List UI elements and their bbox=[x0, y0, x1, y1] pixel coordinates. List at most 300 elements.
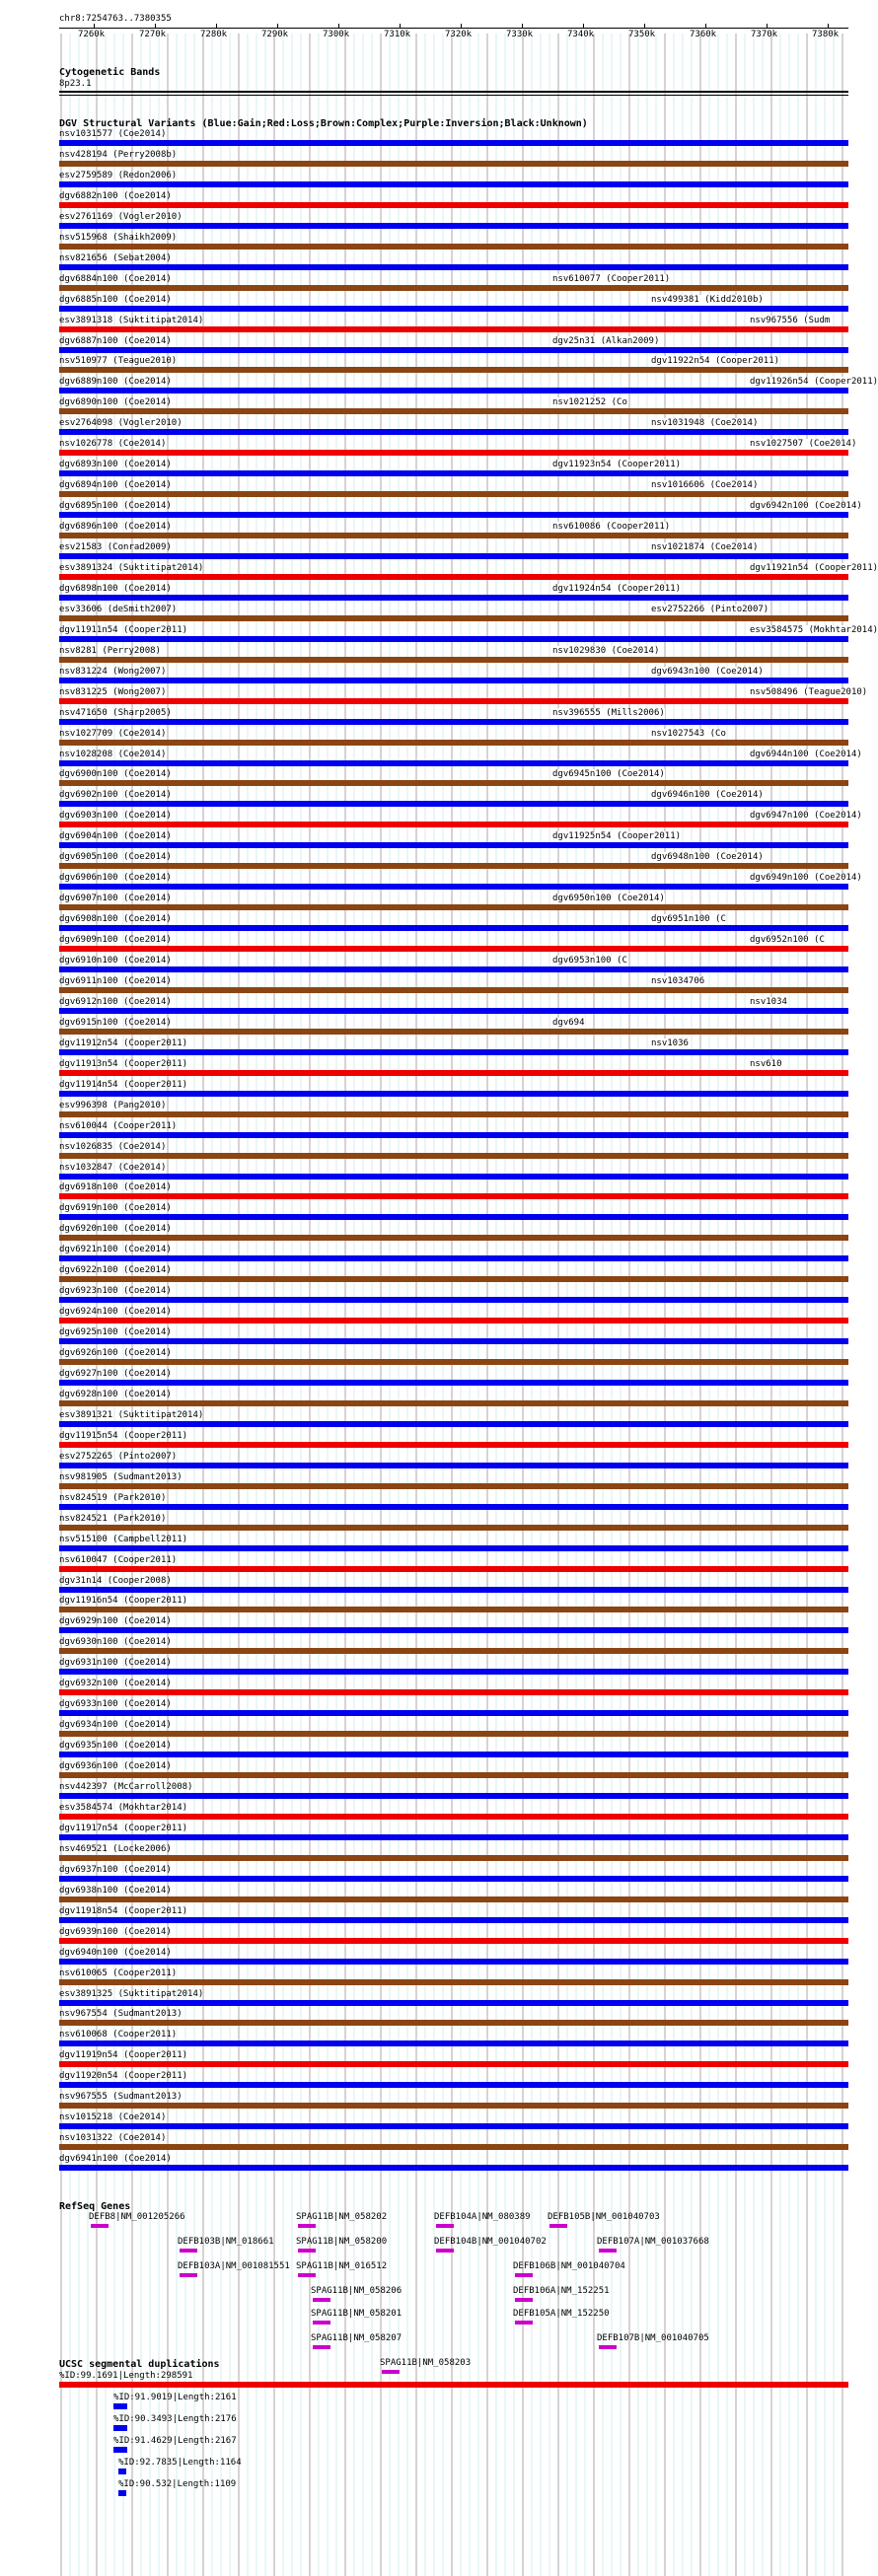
dgv-variant-bar[interactable] bbox=[59, 1959, 848, 1965]
dgv-variant-label[interactable]: dgv6903n100 (Coe2014) bbox=[59, 811, 172, 822]
dgv-variant-label[interactable]: dgv6915n100 (Coe2014) bbox=[59, 1017, 172, 1028]
dgv-variant-label[interactable]: dgv11926n54 (Cooper2011) bbox=[750, 377, 878, 388]
dgv-variant-label[interactable]: dgv6882n100 (Coe2014) bbox=[59, 190, 172, 201]
refseq-gene-label[interactable]: DEFB106B|NM_001040704 bbox=[513, 2261, 625, 2271]
dgv-variant-bar[interactable] bbox=[59, 1049, 848, 1055]
dgv-variant-label[interactable]: dgv6928n100 (Coe2014) bbox=[59, 1389, 172, 1399]
dgv-variant-bar[interactable] bbox=[59, 1153, 848, 1159]
dgv-variant-bar[interactable] bbox=[59, 842, 848, 848]
dgv-variant-label[interactable]: dgv6887n100 (Coe2014) bbox=[59, 335, 172, 346]
dgv-variant-label[interactable]: nsv1026835 (Coe2014) bbox=[59, 1141, 167, 1152]
dgv-variant-label[interactable]: esv3584575 (Mokhtar2014) bbox=[750, 624, 878, 635]
dgv-variant-bar[interactable] bbox=[59, 2040, 848, 2046]
dgv-variant-label[interactable]: dgv6944n100 (Coe2014) bbox=[750, 749, 862, 759]
refseq-gene-glyph[interactable] bbox=[515, 2298, 533, 2302]
segdup-label[interactable]: %ID:91.4629|Length:2167 bbox=[113, 2436, 237, 2446]
dgv-variant-label[interactable]: dgv6941n100 (Coe2014) bbox=[59, 2154, 172, 2165]
dgv-variant-bar[interactable] bbox=[59, 966, 848, 972]
dgv-variant-label[interactable]: dgv6947n100 (Coe2014) bbox=[750, 811, 862, 822]
dgv-variant-label[interactable]: esv2759589 (Redon2006) bbox=[59, 170, 178, 180]
dgv-variant-label[interactable]: dgv6952n100 (C bbox=[750, 935, 825, 946]
dgv-variant-bar[interactable] bbox=[59, 1008, 848, 1014]
dgv-variant-bar[interactable] bbox=[59, 1380, 848, 1386]
dgv-variant-bar[interactable] bbox=[59, 1421, 848, 1427]
refseq-gene-label[interactable]: SPAG11B|NM_016512 bbox=[296, 2261, 388, 2271]
dgv-variant-label[interactable]: dgv11911n54 (Cooper2011) bbox=[59, 624, 188, 635]
dgv-variant-label[interactable]: dgv6905n100 (Coe2014) bbox=[59, 852, 172, 863]
dgv-variant-label[interactable]: dgv6945n100 (Coe2014) bbox=[552, 769, 665, 780]
dgv-variant-bar[interactable] bbox=[59, 1400, 848, 1406]
dgv-variant-bar[interactable] bbox=[59, 553, 848, 559]
refseq-gene-label[interactable]: DEFB104A|NM_080389 bbox=[434, 2212, 531, 2222]
dgv-variant-bar[interactable] bbox=[59, 1917, 848, 1923]
refseq-gene-glyph[interactable] bbox=[180, 2273, 197, 2277]
dgv-variant-label[interactable]: nsv428194 (Perry2008b) bbox=[59, 149, 178, 160]
dgv-variant-bar[interactable] bbox=[59, 429, 848, 435]
dgv-variant-label[interactable]: nsv1016606 (Coe2014) bbox=[651, 480, 759, 491]
dgv-variant-bar[interactable] bbox=[59, 1855, 848, 1861]
dgv-variant-label[interactable]: nsv8281 (Perry2008) bbox=[59, 645, 161, 656]
dgv-variant-label[interactable]: dgv11918n54 (Cooper2011) bbox=[59, 1905, 188, 1916]
dgv-variant-bar[interactable] bbox=[59, 1504, 848, 1510]
dgv-variant-bar[interactable] bbox=[59, 1193, 848, 1199]
dgv-variant-label[interactable]: nsv824519 (Park2010) bbox=[59, 1492, 167, 1503]
dgv-variant-label[interactable]: nsv1031322 (Coe2014) bbox=[59, 2133, 167, 2144]
dgv-variant-label[interactable]: dgv6937n100 (Coe2014) bbox=[59, 1864, 172, 1875]
dgv-variant-label[interactable]: nsv1027543 (Co bbox=[651, 728, 726, 739]
dgv-variant-bar[interactable] bbox=[59, 450, 848, 456]
dgv-variant-bar[interactable] bbox=[59, 636, 848, 642]
dgv-variant-label[interactable]: dgv6930n100 (Coe2014) bbox=[59, 1637, 172, 1648]
dgv-variant-label[interactable]: dgv11917n54 (Cooper2011) bbox=[59, 1823, 188, 1833]
dgv-variant-bar[interactable] bbox=[59, 533, 848, 538]
refseq-gene-label[interactable]: DEFB8|NM_001205266 bbox=[89, 2212, 185, 2222]
segdup-bar[interactable] bbox=[113, 2447, 127, 2453]
dgv-variant-label[interactable]: dgv6922n100 (Coe2014) bbox=[59, 1265, 172, 1276]
dgv-variant-label[interactable]: nsv967556 (Sudm bbox=[750, 315, 831, 325]
dgv-header: DGV Structural Variants (Blue:Gain;Red:Loss;Brown:Complex;Purple:Inversion;Black:Unknown) bbox=[59, 118, 588, 129]
dgv-variant-label[interactable]: dgv6908n100 (Coe2014) bbox=[59, 914, 172, 925]
dgv-variant-label[interactable]: dgv6942n100 (Coe2014) bbox=[750, 501, 862, 512]
segdup-label[interactable]: %ID:90.532|Length:1109 bbox=[118, 2479, 237, 2489]
dgv-variant-label[interactable]: dgv6898n100 (Coe2014) bbox=[59, 583, 172, 594]
dgv-variant-label[interactable]: esv2764098 (Vogler2010) bbox=[59, 418, 183, 429]
dgv-variant-bar[interactable] bbox=[59, 1979, 848, 1985]
dgv-variant-label[interactable]: nsv610086 (Cooper2011) bbox=[552, 522, 671, 533]
refseq-gene-label[interactable]: DEFB103A|NM_001081551 bbox=[178, 2261, 290, 2271]
refseq-gene-label[interactable]: SPAG11B|NM_058203 bbox=[380, 2358, 472, 2368]
dgv-variant-bar[interactable] bbox=[59, 1648, 848, 1654]
dgv-variant-bar[interactable] bbox=[59, 801, 848, 807]
dgv-variant-bar[interactable] bbox=[59, 698, 848, 704]
dgv-variant-label[interactable]: dgv6893n100 (Coe2014) bbox=[59, 460, 172, 470]
dgv-variant-bar[interactable] bbox=[59, 2020, 848, 2026]
dgv-variant-label[interactable]: nsv967555 (Sudmant2013) bbox=[59, 2092, 183, 2103]
dgv-variant-label[interactable]: dgv6911n100 (Coe2014) bbox=[59, 975, 172, 986]
segdup-bar[interactable] bbox=[113, 2425, 127, 2431]
dgv-variant-label[interactable]: nsv1027709 (Coe2014) bbox=[59, 728, 167, 739]
dgv-variant-label[interactable]: esv3891321 (Suktitipat2014) bbox=[59, 1409, 204, 1420]
dgv-variant-label[interactable]: dgv6931n100 (Coe2014) bbox=[59, 1658, 172, 1669]
dgv-variant-label[interactable]: nsv1034 bbox=[750, 996, 787, 1007]
dgv-variant-label[interactable]: nsv515968 (Shaikh2009) bbox=[59, 232, 178, 243]
ruler-tick bbox=[338, 24, 339, 29]
refseq-gene-label[interactable]: SPAG11B|NM_058202 bbox=[296, 2212, 388, 2222]
refseq-gene-label[interactable]: DEFB104B|NM_001040702 bbox=[434, 2237, 547, 2247]
dgv-variant-label[interactable]: dgv6934n100 (Coe2014) bbox=[59, 1720, 172, 1731]
region-title: chr8:7254763..7380355 bbox=[59, 14, 172, 24]
dgv-variant-label[interactable]: dgv6904n100 (Coe2014) bbox=[59, 831, 172, 842]
dgv-variant-label[interactable]: esv33606 (deSmith2007) bbox=[59, 604, 178, 614]
dgv-variant-bar[interactable] bbox=[59, 1029, 848, 1035]
dgv-variant-label[interactable]: esv2761169 (Vogler2010) bbox=[59, 211, 183, 222]
dgv-variant-bar[interactable] bbox=[59, 1338, 848, 1344]
refseq-gene-glyph[interactable] bbox=[313, 2298, 330, 2302]
dgv-variant-label[interactable]: nsv610 bbox=[750, 1058, 782, 1069]
dgv-variant-bar[interactable] bbox=[59, 1235, 848, 1241]
cyto-band-edge bbox=[59, 95, 848, 96]
dgv-variant-bar[interactable] bbox=[59, 1545, 848, 1551]
refseq-gene-glyph[interactable] bbox=[549, 2224, 567, 2228]
refseq-gene-glyph[interactable] bbox=[298, 2224, 316, 2228]
dgv-variant-label[interactable]: dgv6951n100 (C bbox=[651, 914, 726, 925]
ruler-tick bbox=[583, 24, 584, 29]
dgv-variant-label[interactable]: nsv831224 (Wong2007) bbox=[59, 666, 167, 677]
dgv-variant-label[interactable]: esv3584574 (Mokhtar2014) bbox=[59, 1802, 188, 1813]
dgv-variant-bar[interactable] bbox=[59, 1111, 848, 1117]
dgv-variant-label[interactable]: dgv11919n54 (Cooper2011) bbox=[59, 2050, 188, 2061]
dgv-variant-label[interactable]: dgv11920n54 (Cooper2011) bbox=[59, 2071, 188, 2082]
dgv-variant-label[interactable]: dgv6906n100 (Coe2014) bbox=[59, 873, 172, 884]
dgv-variant-label[interactable]: dgv11916n54 (Cooper2011) bbox=[59, 1596, 188, 1607]
dgv-variant-label[interactable]: dgv6890n100 (Coe2014) bbox=[59, 397, 172, 408]
dgv-variant-label[interactable]: nsv610047 (Cooper2011) bbox=[59, 1554, 178, 1565]
dgv-variant-bar[interactable] bbox=[59, 657, 848, 663]
dgv-variant-label[interactable]: nsv610077 (Cooper2011) bbox=[552, 273, 671, 284]
dgv-variant-bar[interactable] bbox=[59, 2123, 848, 2129]
dgv-variant-label[interactable]: dgv6946n100 (Coe2014) bbox=[651, 790, 764, 801]
dgv-variant-label[interactable]: dgv6884n100 (Coe2014) bbox=[59, 273, 172, 284]
refseq-gene-glyph[interactable] bbox=[436, 2249, 454, 2253]
dgv-variant-label[interactable]: nsv510977 (Teague2010) bbox=[59, 356, 178, 367]
dgv-variant-label[interactable]: dgv6929n100 (Coe2014) bbox=[59, 1616, 172, 1627]
refseq-gene-glyph[interactable] bbox=[298, 2249, 316, 2253]
dgv-variant-label[interactable]: dgv694 bbox=[552, 1017, 585, 1028]
dgv-variant-label[interactable]: nsv469521 (Locke2006) bbox=[59, 1843, 172, 1854]
dgv-variant-bar[interactable] bbox=[59, 719, 848, 725]
dgv-variant-label[interactable]: dgv6925n100 (Coe2014) bbox=[59, 1327, 172, 1338]
dgv-variant-bar[interactable] bbox=[59, 306, 848, 312]
dgv-variant-bar[interactable] bbox=[59, 347, 848, 353]
refseq-gene-glyph[interactable] bbox=[436, 2224, 454, 2228]
dgv-variant-bar[interactable] bbox=[59, 1876, 848, 1882]
dgv-variant-bar[interactable] bbox=[59, 822, 848, 827]
segdup-label[interactable]: %ID:90.3493|Length:2176 bbox=[113, 2414, 237, 2424]
dgv-variant-bar[interactable] bbox=[59, 615, 848, 621]
dgv-variant-bar[interactable] bbox=[59, 1731, 848, 1737]
dgv-variant-bar[interactable] bbox=[59, 1359, 848, 1365]
ruler-label: 7290k bbox=[261, 30, 289, 39]
dgv-variant-bar[interactable] bbox=[59, 1566, 848, 1572]
dgv-variant-label[interactable]: nsv610068 (Cooper2011) bbox=[59, 2030, 178, 2040]
dgv-variant-label[interactable]: dgv6935n100 (Coe2014) bbox=[59, 1741, 172, 1752]
dgv-variant-bar[interactable] bbox=[59, 367, 848, 373]
dgv-variant-label[interactable]: esv3891324 (Suktitipat2014) bbox=[59, 562, 204, 573]
dgv-variant-label[interactable]: dgv6909n100 (Coe2014) bbox=[59, 935, 172, 946]
dgv-variant-bar[interactable] bbox=[59, 780, 848, 786]
dgv-variant-label[interactable]: dgv6949n100 (Coe2014) bbox=[750, 873, 862, 884]
dgv-variant-bar[interactable] bbox=[59, 1091, 848, 1097]
dgv-variant-bar[interactable] bbox=[59, 1607, 848, 1612]
dgv-variant-bar[interactable] bbox=[59, 1525, 848, 1531]
dgv-variant-label[interactable]: dgv6923n100 (Coe2014) bbox=[59, 1286, 172, 1297]
dgv-variant-label[interactable]: nsv610065 (Cooper2011) bbox=[59, 1968, 178, 1978]
dgv-variant-bar[interactable] bbox=[59, 223, 848, 229]
segdup-label[interactable]: %ID:92.7835|Length:1164 bbox=[118, 2458, 242, 2468]
dgv-variant-label[interactable]: esv3891318 (Suktitipat2014) bbox=[59, 315, 204, 325]
dgv-variant-label[interactable]: nsv396555 (Mills2006) bbox=[552, 707, 665, 718]
dgv-variant-bar[interactable] bbox=[59, 863, 848, 869]
dgv-variant-label[interactable]: nsv1031577 (Coe2014) bbox=[59, 129, 167, 139]
dgv-variant-bar[interactable] bbox=[59, 925, 848, 931]
dgv-variant-label[interactable]: nsv471650 (Sharp2005) bbox=[59, 707, 172, 718]
dgv-variant-label[interactable]: dgv6943n100 (Coe2014) bbox=[651, 666, 764, 677]
dgv-variant-label[interactable]: dgv31n14 (Cooper2008) bbox=[59, 1575, 172, 1586]
ruler-tick bbox=[644, 24, 645, 29]
dgv-variant-label[interactable]: dgv11915n54 (Cooper2011) bbox=[59, 1430, 188, 1441]
dgv-variant-label[interactable]: dgv6932n100 (Coe2014) bbox=[59, 1679, 172, 1689]
dgv-variant-bar[interactable] bbox=[59, 244, 848, 250]
dgv-variant-bar[interactable] bbox=[59, 1710, 848, 1716]
dgv-variant-bar[interactable] bbox=[59, 408, 848, 414]
refseq-gene-label[interactable]: SPAG11B|NM_058207 bbox=[311, 2333, 402, 2343]
refseq-gene-label[interactable]: DEFB107A|NM_001037668 bbox=[597, 2237, 709, 2247]
dgv-variant-bar[interactable] bbox=[59, 181, 848, 187]
dgv-variant-label[interactable]: dgv11913n54 (Cooper2011) bbox=[59, 1058, 188, 1069]
dgv-variant-label[interactable]: nsv610044 (Cooper2011) bbox=[59, 1120, 178, 1131]
dgv-variant-label[interactable]: nsv1028208 (Coe2014) bbox=[59, 749, 167, 759]
dgv-variant-label[interactable]: nsv515100 (Campbell2011) bbox=[59, 1534, 188, 1544]
dgv-variant-label[interactable]: nsv1031948 (Coe2014) bbox=[651, 418, 759, 429]
dgv-variant-label[interactable]: dgv6910n100 (Coe2014) bbox=[59, 956, 172, 966]
ruler-label: 7280k bbox=[200, 30, 228, 39]
dgv-variant-bar[interactable] bbox=[59, 326, 848, 332]
dgv-variant-label[interactable]: nsv499381 (Kidd2010b) bbox=[651, 294, 764, 305]
dgv-variant-label[interactable]: dgv6940n100 (Coe2014) bbox=[59, 1947, 172, 1958]
dgv-variant-bar[interactable] bbox=[59, 1442, 848, 1448]
refseq-gene-label[interactable]: DEFB103B|NM_018661 bbox=[178, 2237, 274, 2247]
dgv-variant-label[interactable]: nsv1021874 (Coe2014) bbox=[651, 542, 759, 552]
cyto-band bbox=[59, 91, 848, 93]
dgv-variant-label[interactable]: nsv1027507 (Coe2014) bbox=[750, 439, 857, 450]
dgv-variant-bar[interactable] bbox=[59, 1938, 848, 1944]
segdup-bar[interactable] bbox=[113, 2403, 127, 2409]
refseq-gene-label[interactable]: DEFB107B|NM_001040705 bbox=[597, 2333, 709, 2343]
dgv-variant-bar[interactable] bbox=[59, 1132, 848, 1138]
dgv-variant-label[interactable]: dgv6919n100 (Coe2014) bbox=[59, 1203, 172, 1214]
dgv-variant-bar[interactable] bbox=[59, 1669, 848, 1675]
refseq-gene-label[interactable]: SPAG11B|NM_058201 bbox=[311, 2309, 402, 2319]
dgv-variant-bar[interactable] bbox=[59, 264, 848, 270]
dgv-variant-label[interactable]: dgv6889n100 (Coe2014) bbox=[59, 377, 172, 388]
dgv-variant-label[interactable]: esv21583 (Conrad2009) bbox=[59, 542, 172, 552]
dgv-variant-label[interactable]: dgv6927n100 (Coe2014) bbox=[59, 1369, 172, 1379]
dgv-variant-bar[interactable] bbox=[59, 1276, 848, 1282]
segdup-header: UCSC segmental duplications bbox=[59, 2359, 220, 2370]
dgv-variant-label[interactable]: dgv25n31 (Alkan2009) bbox=[552, 335, 660, 346]
dgv-variant-label[interactable]: nsv508496 (Teague2010) bbox=[750, 686, 868, 697]
dgv-variant-bar[interactable] bbox=[59, 1834, 848, 1840]
refseq-gene-label[interactable]: DEFB105A|NM_152250 bbox=[513, 2309, 610, 2319]
refseq-gene-glyph[interactable] bbox=[313, 2321, 330, 2325]
dgv-variant-bar[interactable] bbox=[59, 388, 848, 394]
dgv-variant-bar[interactable] bbox=[59, 2165, 848, 2171]
dgv-variant-label[interactable]: nsv1034706 bbox=[651, 975, 705, 986]
dgv-variant-bar[interactable] bbox=[59, 1214, 848, 1220]
refseq-gene-glyph[interactable] bbox=[515, 2273, 533, 2277]
dgv-variant-label[interactable]: nsv1015218 (Coe2014) bbox=[59, 2112, 167, 2123]
dgv-variant-bar[interactable] bbox=[59, 2061, 848, 2067]
dgv-variant-label[interactable]: nsv824521 (Park2010) bbox=[59, 1513, 167, 1524]
dgv-variant-label[interactable]: dgv6900n100 (Coe2014) bbox=[59, 769, 172, 780]
refseq-gene-glyph[interactable] bbox=[599, 2249, 617, 2253]
dgv-variant-bar[interactable] bbox=[59, 1463, 848, 1468]
refseq-gene-glyph[interactable] bbox=[382, 2370, 400, 2374]
refseq-gene-glyph[interactable] bbox=[599, 2345, 617, 2349]
dgv-variant-label[interactable]: dgv6920n100 (Coe2014) bbox=[59, 1224, 172, 1235]
dgv-variant-label[interactable]: nsv1026778 (Coe2014) bbox=[59, 439, 167, 450]
dgv-variant-label[interactable]: dgv11922n54 (Cooper2011) bbox=[651, 356, 780, 367]
dgv-variant-label[interactable]: dgv6926n100 (Coe2014) bbox=[59, 1348, 172, 1359]
ruler-tick bbox=[767, 24, 768, 29]
dgv-variant-label[interactable]: esv3891325 (Suktitipat2014) bbox=[59, 1988, 204, 1999]
dgv-variant-bar[interactable] bbox=[59, 285, 848, 291]
dgv-variant-label[interactable]: nsv831225 (Wong2007) bbox=[59, 686, 167, 697]
ruler-label: 7300k bbox=[323, 30, 350, 39]
dgv-variant-label[interactable]: nsv821656 (Sebat2004) bbox=[59, 252, 172, 263]
dgv-variant-label[interactable]: dgv6896n100 (Coe2014) bbox=[59, 522, 172, 533]
dgv-variant-label[interactable]: nsv967554 (Sudmant2013) bbox=[59, 2009, 183, 2020]
dgv-variant-label[interactable]: dgv6950n100 (Coe2014) bbox=[552, 894, 665, 904]
dgv-variant-bar[interactable] bbox=[59, 595, 848, 601]
dgv-variant-label[interactable]: nsv1029830 (Coe2014) bbox=[552, 645, 660, 656]
dgv-variant-bar[interactable] bbox=[59, 1772, 848, 1778]
dgv-variant-bar[interactable] bbox=[59, 946, 848, 952]
dgv-variant-label[interactable]: nsv442397 (McCarroll2008) bbox=[59, 1782, 193, 1792]
dgv-variant-label[interactable]: dgv6948n100 (Coe2014) bbox=[651, 852, 764, 863]
dgv-variant-label[interactable]: dgv11923n54 (Cooper2011) bbox=[552, 460, 682, 470]
segdup-bar[interactable] bbox=[118, 2490, 126, 2496]
dgv-variant-label[interactable]: dgv6907n100 (Coe2014) bbox=[59, 894, 172, 904]
refseq-gene-label[interactable]: SPAG11B|NM_058200 bbox=[296, 2237, 388, 2247]
dgv-variant-label[interactable]: dgv6939n100 (Coe2014) bbox=[59, 1926, 172, 1937]
dgv-variant-bar[interactable] bbox=[59, 2103, 848, 2109]
ruler-line bbox=[59, 28, 848, 29]
dgv-variant-bar[interactable] bbox=[59, 1896, 848, 1902]
dgv-variant-bar[interactable] bbox=[59, 1814, 848, 1820]
dgv-variant-label[interactable]: dgv6953n100 (C bbox=[552, 956, 627, 966]
refseq-gene-glyph[interactable] bbox=[313, 2345, 330, 2349]
cyto-band-label: 8p23.1 bbox=[59, 79, 92, 89]
dgv-variant-label[interactable]: dgv6938n100 (Coe2014) bbox=[59, 1885, 172, 1896]
refseq-gene-label[interactable]: DEFB106A|NM_152251 bbox=[513, 2286, 610, 2296]
refseq-gene-glyph[interactable] bbox=[91, 2224, 109, 2228]
ruler-tick bbox=[705, 24, 706, 29]
dgv-variant-label[interactable]: dgv6895n100 (Coe2014) bbox=[59, 501, 172, 512]
dgv-variant-label[interactable]: nsv981905 (Sudmant2013) bbox=[59, 1471, 183, 1482]
dgv-variant-label[interactable]: dgv6918n100 (Coe2014) bbox=[59, 1182, 172, 1193]
dgv-variant-label[interactable]: esv2752266 (Pinto2007) bbox=[651, 604, 769, 614]
dgv-variant-label[interactable]: dgv11921n54 (Cooper2011) bbox=[750, 562, 878, 573]
dgv-variant-bar[interactable] bbox=[59, 1587, 848, 1593]
dgv-variant-bar[interactable] bbox=[59, 1483, 848, 1489]
dgv-variant-label[interactable]: dgv6924n100 (Coe2014) bbox=[59, 1307, 172, 1318]
dgv-variant-bar[interactable] bbox=[59, 1297, 848, 1303]
segdup-label[interactable]: %ID:99.1691|Length:298591 bbox=[59, 2371, 193, 2381]
dgv-variant-bar[interactable] bbox=[59, 2000, 848, 2006]
segdup-label[interactable]: %ID:91.9019|Length:2161 bbox=[113, 2393, 237, 2402]
dgv-variant-bar[interactable] bbox=[59, 1070, 848, 1076]
dgv-variant-label[interactable]: dgv6912n100 (Coe2014) bbox=[59, 996, 172, 1007]
dgv-variant-bar[interactable] bbox=[59, 884, 848, 890]
dgv-variant-label[interactable]: dgv6936n100 (Coe2014) bbox=[59, 1761, 172, 1772]
dgv-variant-bar[interactable] bbox=[59, 574, 848, 580]
dgv-variant-bar[interactable] bbox=[59, 760, 848, 766]
dgv-variant-bar[interactable] bbox=[59, 1174, 848, 1180]
dgv-variant-bar[interactable] bbox=[59, 2082, 848, 2088]
dgv-variant-bar[interactable] bbox=[59, 2144, 848, 2150]
dgv-variant-bar[interactable] bbox=[59, 202, 848, 208]
segdup-bar[interactable] bbox=[59, 2382, 848, 2388]
dgv-variant-bar[interactable] bbox=[59, 1318, 848, 1324]
dgv-variant-label[interactable]: dgv6885n100 (Coe2014) bbox=[59, 294, 172, 305]
dgv-variant-label[interactable]: dgv6933n100 (Coe2014) bbox=[59, 1699, 172, 1710]
dgv-variant-label[interactable]: nsv1021252 (Co bbox=[552, 397, 627, 408]
dgv-variant-bar[interactable] bbox=[59, 1689, 848, 1695]
refseq-gene-label[interactable]: SPAG11B|NM_058206 bbox=[311, 2286, 402, 2296]
dgv-variant-bar[interactable] bbox=[59, 140, 848, 146]
dgv-variant-bar[interactable] bbox=[59, 904, 848, 910]
dgv-variant-bar[interactable] bbox=[59, 678, 848, 683]
dgv-variant-bar[interactable] bbox=[59, 1627, 848, 1633]
dgv-variant-bar[interactable] bbox=[59, 1752, 848, 1757]
dgv-variant-bar[interactable] bbox=[59, 512, 848, 518]
dgv-variant-bar[interactable] bbox=[59, 1255, 848, 1261]
dgv-variant-bar[interactable] bbox=[59, 1793, 848, 1799]
dgv-variant-bar[interactable] bbox=[59, 470, 848, 476]
dgv-variant-bar[interactable] bbox=[59, 491, 848, 497]
dgv-variant-label[interactable]: dgv6921n100 (Coe2014) bbox=[59, 1245, 172, 1255]
dgv-variant-bar[interactable] bbox=[59, 740, 848, 746]
segdup-bar[interactable] bbox=[118, 2469, 126, 2474]
dgv-variant-bar[interactable] bbox=[59, 161, 848, 167]
dgv-variant-label[interactable]: dgv6902n100 (Coe2014) bbox=[59, 790, 172, 801]
refseq-gene-label[interactable]: DEFB105B|NM_001040703 bbox=[548, 2212, 660, 2222]
dgv-variant-label[interactable]: esv996398 (Pang2010) bbox=[59, 1100, 167, 1110]
refseq-gene-glyph[interactable] bbox=[180, 2249, 197, 2253]
dgv-variant-label[interactable]: dgv11914n54 (Cooper2011) bbox=[59, 1079, 188, 1090]
refseq-gene-glyph[interactable] bbox=[515, 2321, 533, 2325]
dgv-variant-label[interactable]: nsv1036 bbox=[651, 1038, 689, 1048]
dgv-variant-bar[interactable] bbox=[59, 987, 848, 993]
dgv-variant-label[interactable]: dgv11924n54 (Cooper2011) bbox=[552, 583, 682, 594]
dgv-variant-label[interactable]: dgv11925n54 (Cooper2011) bbox=[552, 831, 682, 842]
dgv-variant-label[interactable]: dgv11912n54 (Cooper2011) bbox=[59, 1038, 188, 1048]
dgv-variant-label[interactable]: dgv6894n100 (Coe2014) bbox=[59, 480, 172, 491]
dgv-variant-label[interactable]: nsv1032847 (Coe2014) bbox=[59, 1162, 167, 1173]
dgv-variant-label[interactable]: esv2752265 (Pinto2007) bbox=[59, 1451, 178, 1462]
refseq-gene-glyph[interactable] bbox=[298, 2273, 316, 2277]
